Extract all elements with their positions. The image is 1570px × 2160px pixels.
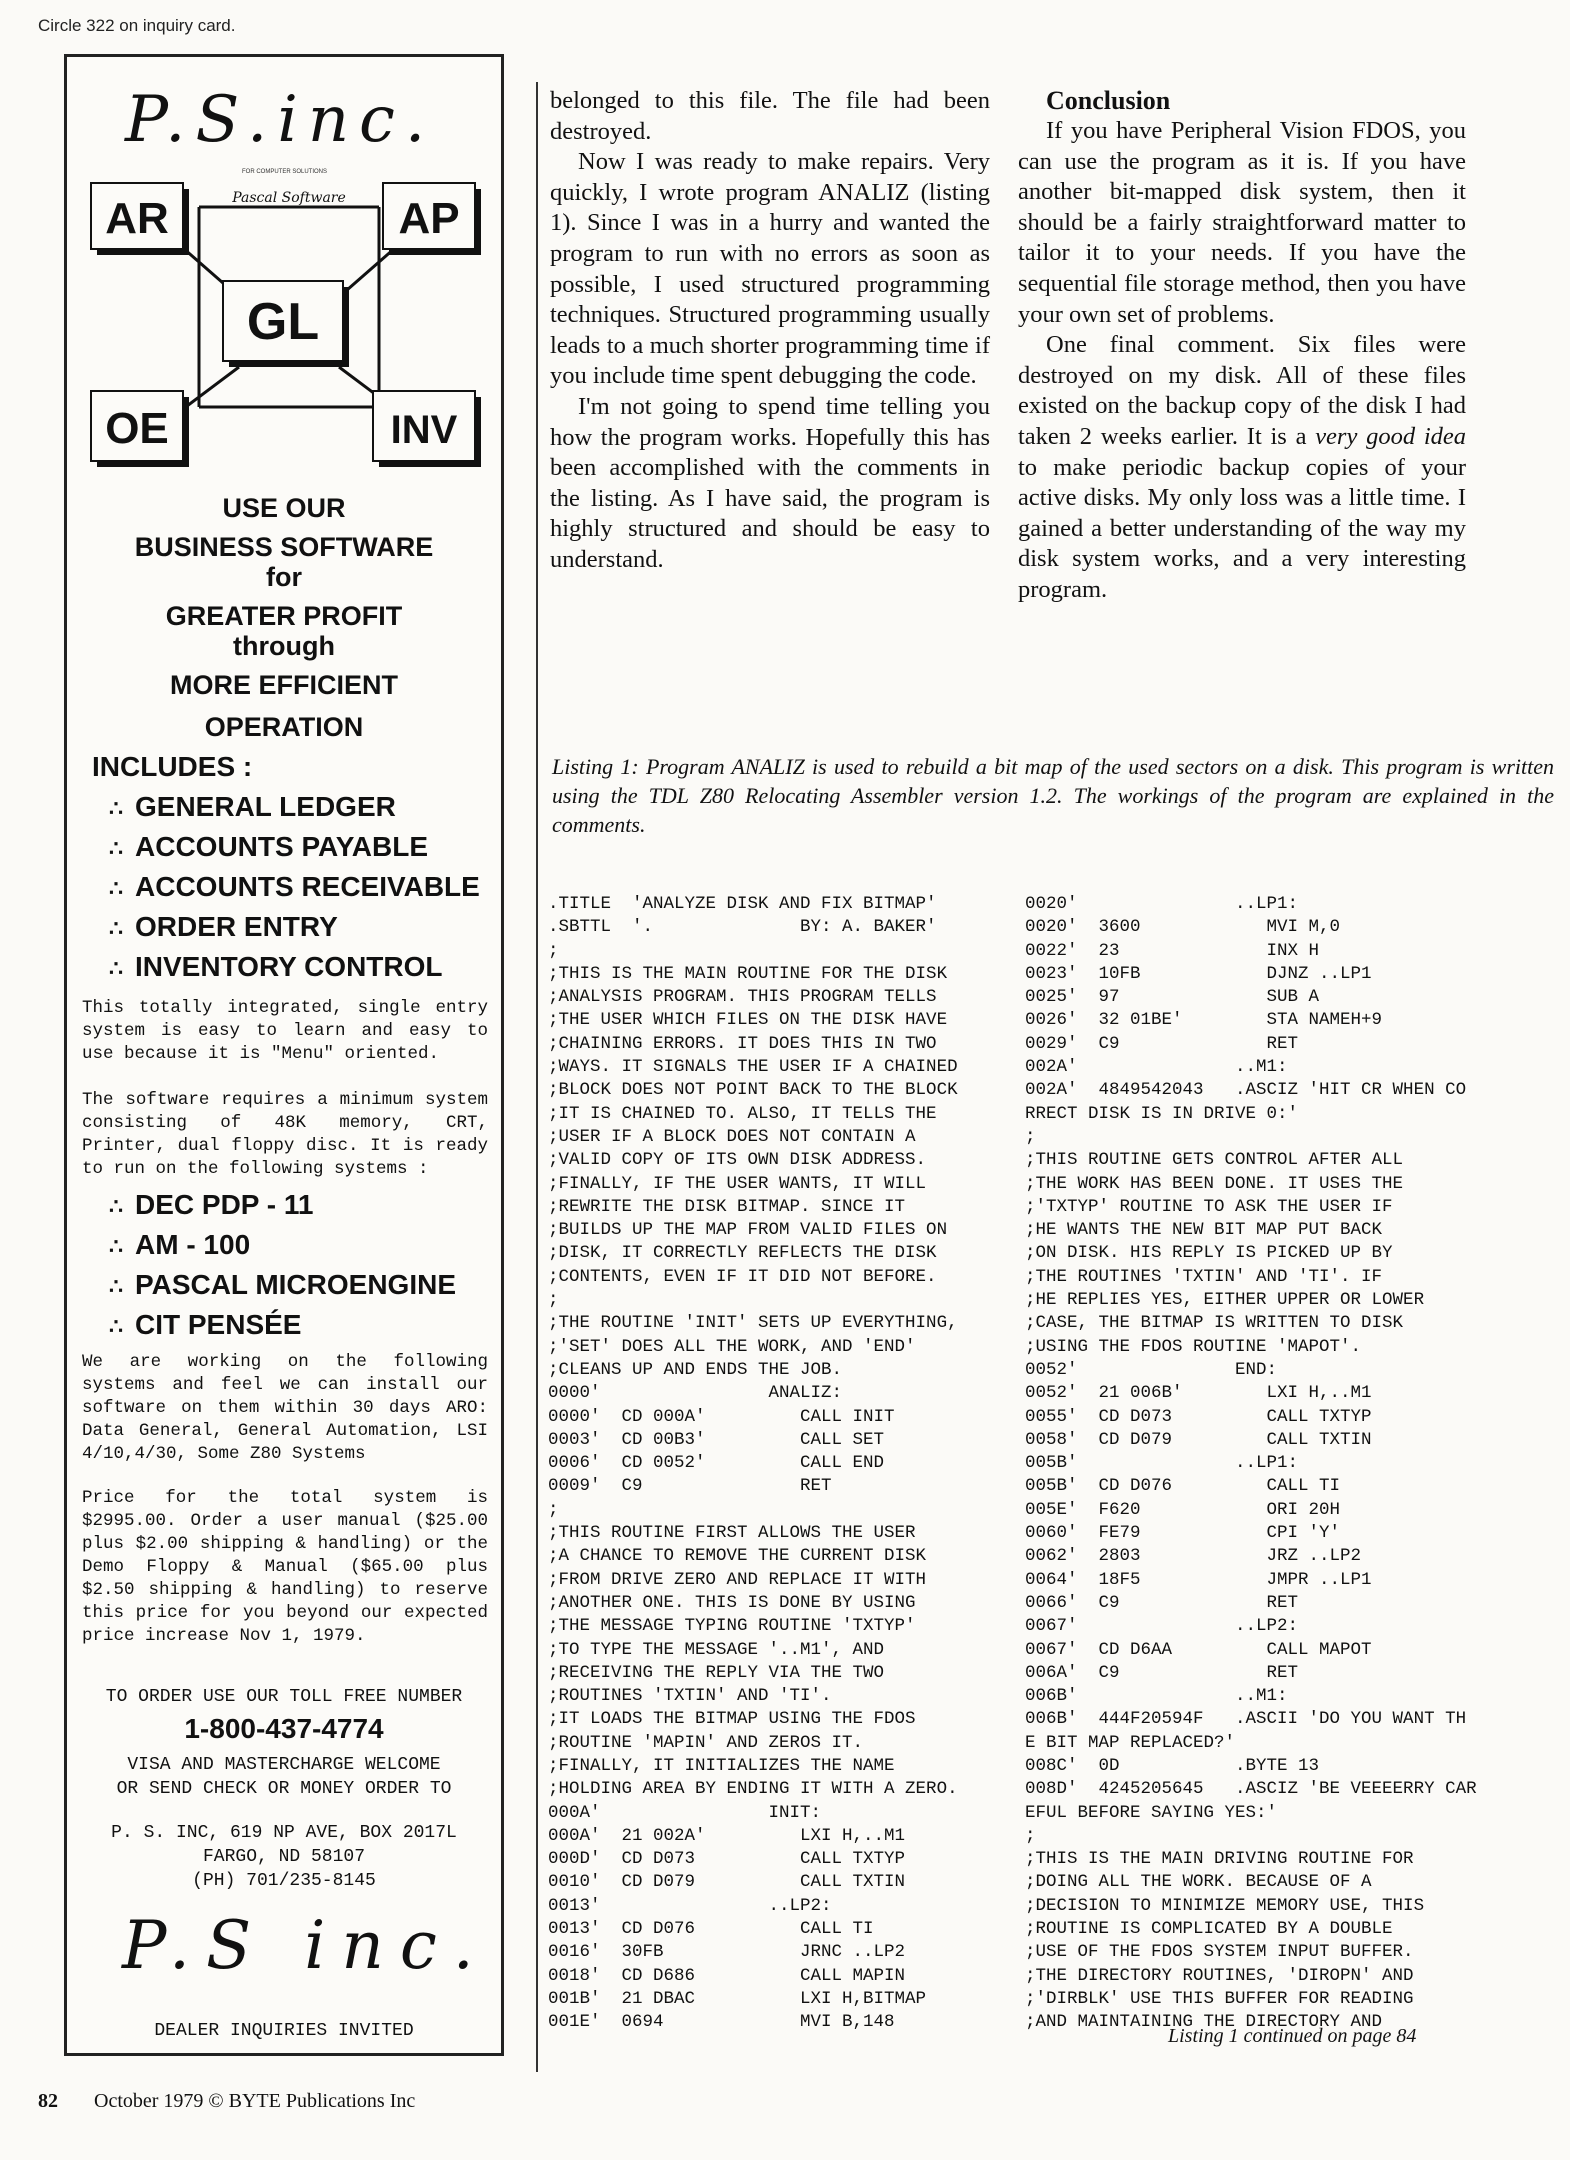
code-line: ;USING THE FDOS ROUTINE 'MAPOT'. [1025, 1336, 1362, 1357]
page-footer [38, 2090, 415, 2113]
code-line: 0058' CD D079 CALL TXTIN [1025, 1429, 1372, 1450]
system-item: ∴ DEC PDP - 11 [109, 1189, 314, 1220]
code-line: ;ON DISK. HIS REPLY IS PICKED UP BY [1025, 1243, 1393, 1264]
code-line: ;DISK, IT CORRECTLY REFLECTS THE DISK [548, 1243, 937, 1264]
code-listing-right [1025, 893, 1477, 2035]
code-line: ;CONTENTS, EVEN IF IT DID NOT BEFORE. [548, 1266, 937, 1287]
code-line: ;AND MAINTAINING THE DIRECTORY AND [1025, 2012, 1383, 2033]
dealer-inquiries: DEALER INQUIRIES INVITED [154, 2021, 414, 2041]
code-line: ;'SET' DOES ALL THE WORK, AND 'END' [548, 1336, 916, 1357]
column-divider [536, 82, 538, 2072]
code-line: ;HE WANTS THE NEW BIT MAP PUT BACK [1025, 1220, 1383, 1241]
code-line: 0003' CD 00B3' CALL SET [548, 1429, 885, 1450]
code-line: ;ANOTHER ONE. THIS IS DONE BY USING [548, 1592, 916, 1613]
code-line: ;FINALLY, IF THE USER WANTS, IT WILL [548, 1173, 927, 1194]
order-line: TO ORDER USE OUR TOLL FREE NUMBER [105, 1687, 463, 1707]
code-line: ; [548, 1290, 559, 1311]
code-line: ;FROM DRIVE ZERO AND REPLACE IT WITH [548, 1569, 927, 1590]
ps-inc-logo-bottom: P.S inc. [122, 1907, 490, 1984]
code-line: ;THE DIRECTORY ROUTINES, 'DIROPN' AND [1025, 1965, 1414, 1986]
includes-heading: INCLUDES : [92, 751, 253, 782]
code-line: 0010' CD D079 CALL TXTIN [548, 1872, 906, 1893]
ad-requirements: The software requires a minimum system consisting of 48K memory, CRT, Printer, dual floppy disc. It is ready to run on the following systems : [82, 1090, 488, 1179]
code-line: ;CHAINING ERRORS. IT DOES THIS IN TWO [548, 1033, 937, 1054]
code-line: 001E' 0694 MVI B,148 [548, 2012, 895, 2033]
code-line: ;REWRITE THE DISK BITMAP. SINCE IT [548, 1196, 906, 1217]
ps-inc-logo-top: P.S.inc. [125, 83, 436, 157]
code-line: ;'DIRBLK' USE THIS BUFFER FOR READING [1025, 1988, 1414, 2009]
ad-headline-6: MORE EFFICIENT [170, 670, 398, 700]
code-line: ;A CHANCE TO REMOVE THE CURRENT DISK [548, 1546, 927, 1567]
ad-headline-1: USE OUR [222, 493, 346, 523]
code-line: 000A' INIT: [548, 1802, 822, 1823]
code-line: 006A' C9 RET [1025, 1662, 1299, 1683]
code-line: ; [548, 940, 559, 961]
code-line: ;WAYS. IT SIGNALS THE USER IF A CHAINED [548, 1057, 958, 1078]
code-line: ; [1025, 1825, 1036, 1846]
listing-continued-note: Listing 1 continued on page 84 [1168, 2025, 1417, 2047]
code-line: ;ROUTINE 'MAPIN' AND ZEROS IT. [548, 1732, 864, 1753]
code-line: E BIT MAP REPLACED?' [1025, 1732, 1236, 1753]
address-line-2: FARGO, ND 58107 [202, 1847, 366, 1867]
code-line: ;HOLDING AREA BY ENDING IT WITH A ZERO. [548, 1779, 958, 1800]
code-line: 0023' 10FB DJNZ ..LP1 [1025, 963, 1372, 984]
code-line: 0052' 21 006B' LXI H,..M1 [1025, 1383, 1372, 1404]
code-line: ;BUILDS UP THE MAP FROM VALID FILES ON [548, 1220, 948, 1241]
code-line: ;THIS IS THE MAIN DRIVING ROUTINE FOR [1025, 1849, 1414, 1870]
code-line: 000A' 21 002A' LXI H,..M1 [548, 1825, 906, 1846]
code-line: 0029' C9 RET [1025, 1033, 1299, 1054]
code-line: .SBTTL '. BY: A. BAKER' [548, 917, 937, 938]
code-line: ;RECEIVING THE REPLY VIA THE TWO [548, 1662, 885, 1683]
ad-headline-2: BUSINESS SOFTWARE [134, 532, 434, 562]
code-line: 0067' CD D6AA CALL MAPOT [1025, 1639, 1372, 1660]
code-line: 0020' 3600 MVI M,0 [1025, 917, 1341, 938]
code-line: 0000' ANALIZ: [548, 1383, 843, 1404]
code-line: ; [1025, 1126, 1036, 1147]
code-line: ;CLEANS UP AND ENDS THE JOB. [548, 1359, 843, 1380]
code-line: ;HE REPLIES YES, EITHER UPPER OR LOWER [1025, 1290, 1425, 1311]
logo-script: Pascal Software [232, 190, 346, 206]
conclusion-heading: Conclusion [1046, 86, 1171, 115]
code-line: 0060' FE79 CPI 'Y' [1025, 1523, 1341, 1544]
code-line: .TITLE 'ANALYZE DISK AND FIX BITMAP' [548, 894, 937, 914]
code-line: 005B' CD D076 CALL TI [1025, 1476, 1341, 1497]
code-line: 0009' C9 RET [548, 1476, 832, 1497]
module-ap: AP [398, 194, 460, 243]
ad-headline-4: GREATER PROFIT [165, 601, 403, 631]
code-line: 0067' ..LP2: [1025, 1616, 1299, 1637]
article-paragraph: Now I was ready to make repairs. Very quickly, I wrote program ANALIZ (listing 1). Since I was in a hurry and wanted the program to run with no errors as soon as possible, I used structured programming techniques. Structured programming usually leads to a much shorter programming time if you include time spent debugging the code. [550, 148, 990, 390]
code-line: 000D' CD D073 CALL TXTYP [548, 1849, 906, 1870]
code-line: ;IT LOADS THE BITMAP USING THE FDOS [548, 1709, 916, 1730]
code-line: EFUL BEFORE SAYING YES:' [1025, 1802, 1278, 1823]
ad-headline-3: for [266, 562, 302, 592]
code-line: ;VALID COPY OF ITS OWN DISK ADDRESS. [548, 1150, 927, 1171]
payment-line-2: OR SEND CHECK OR MONEY ORDER TO [116, 1779, 452, 1799]
code-line: ;THE ROUTINE 'INIT' SETS UP EVERYTHING, [548, 1313, 958, 1334]
logo-tagline: FOR COMPUTER SOLUTIONS [242, 169, 328, 175]
page-number: 82 [38, 2090, 58, 2112]
code-line: 006B' ..M1: [1025, 1686, 1288, 1707]
listing-caption: Listing 1: Program ANALIZ is used to rebuild a bit map of the used sectors on a disk. This program is written using the TDL Z80 Relocating Assembler version 1.2. The workings of the program are explained in the comments. [552, 754, 1554, 837]
article-paragraph: I'm not going to spend time telling you how the program works. Hopefully this has been accomplished with the comments in the listing. As I have said, the program is highly structured and should be easy to understand. [550, 392, 990, 573]
code-line: ;USER IF A BLOCK DOES NOT CONTAIN A [548, 1126, 916, 1147]
ad-headline-5: through [233, 631, 335, 661]
code-line: ;ROUTINES 'TXTIN' AND 'TI'. [548, 1686, 832, 1707]
code-line: ; [548, 1499, 559, 1520]
code-line: 0013' ..LP2: [548, 1895, 832, 1916]
code-line: 0055' CD D073 CALL TXTYP [1025, 1406, 1372, 1427]
code-line: ;USE OF THE FDOS SYSTEM INPUT BUFFER. [1025, 1942, 1414, 1963]
system-item: ∴ AM - 100 [109, 1229, 251, 1260]
systems-list [109, 1185, 456, 1345]
code-line: 0022' 23 INX H [1025, 940, 1320, 961]
code-line: ;DOING ALL THE WORK. BECAUSE OF A [1025, 1872, 1372, 1893]
module-item: ∴ ORDER ENTRY [109, 911, 338, 942]
code-line: ;TO TYPE THE MESSAGE '..M1', AND [548, 1639, 885, 1660]
code-line: 0016' 30FB JRNC ..LP2 [548, 1942, 906, 1963]
code-line: ;ROUTINE IS COMPLICATED BY A DOUBLE [1025, 1919, 1393, 1940]
code-line: ;DECISION TO MINIMIZE MEMORY USE, THIS [1025, 1895, 1425, 1916]
article-paragraph: If you have Peripheral Vision FDOS, you can use the program as it is. If you have another bit-mapped disk system, then it should be a fairly straightforward matter to tailor it to your needs. If you have the sequential file storage method, then you have your own set of problems. [1018, 117, 1466, 328]
article-paragraph: belonged to this file. The file had been destroyed. [550, 87, 990, 145]
module-item: ∴ ACCOUNTS PAYABLE [109, 831, 429, 862]
code-line: 0013' CD D076 CALL TI [548, 1919, 874, 1940]
code-line: 0066' C9 RET [1025, 1592, 1299, 1613]
code-line: 008C' 0D .BYTE 13 [1025, 1755, 1320, 1776]
issue-credit: October 1979 © BYTE Publications Inc [94, 2090, 416, 2112]
code-line: ;ANALYSIS PROGRAM. THIS PROGRAM TELLS [548, 987, 937, 1008]
code-line: 001B' 21 DBAC LXI H,BITMAP [548, 1988, 927, 2009]
software-modules-diagram [89, 167, 489, 507]
code-line: ;THIS ROUTINE FIRST ALLOWS THE USER [548, 1523, 916, 1544]
code-line: ;THIS ROUTINE GETS CONTROL AFTER ALL [1025, 1150, 1404, 1171]
code-line: 0006' CD 0052' CALL END [548, 1453, 885, 1474]
code-line: 005B' ..LP1: [1025, 1453, 1299, 1474]
code-line: 0025' 97 SUB A [1025, 987, 1320, 1008]
module-ar: AR [105, 194, 169, 243]
article-column-2 [1018, 86, 1466, 606]
code-line: ;THE MESSAGE TYPING ROUTINE 'TXTYP' [548, 1616, 916, 1637]
code-line: RRECT DISK IS IN DRIVE 0:' [1025, 1103, 1299, 1124]
module-list [109, 787, 480, 987]
system-item: ∴ PASCAL MICROENGINE [109, 1269, 456, 1300]
ps-inc-advertisement [64, 54, 504, 2056]
code-line: ;THE USER WHICH FILES ON THE DISK HAVE [548, 1010, 948, 1031]
toll-free-number[interactable]: 1-800-437-4774 [184, 1713, 384, 1744]
ad-description: This totally integrated, single entry system is easy to learn and easy to use because it is "Menu" oriented. [82, 998, 488, 1064]
code-line: 0052' END: [1025, 1359, 1278, 1380]
code-line: 005E' F620 ORI 20H [1025, 1499, 1341, 1520]
article-paragraph: One final comment. Six files were destroyed on my disk. All of these files existed on the backup copy of the disk I had taken 2 weeks earlier. It is a very good idea to make periodic backup copies of your active disks. My only loss was a little time. I gained a better understanding of the way my disk system works, and a very interesting program. [1018, 331, 1466, 603]
address-line-1: P. S. INC, 619 NP AVE, BOX 2017L [111, 1823, 457, 1843]
module-inv: INV [390, 408, 458, 452]
code-line: 0018' CD D686 CALL MAPIN [548, 1965, 906, 1986]
module-item: ∴ GENERAL LEDGER [109, 791, 396, 822]
address-line-3: (PH) 701/235-8145 [192, 1871, 376, 1891]
code-line: 0020' ..LP1: [1025, 894, 1299, 914]
code-line: 002A' ..M1: [1025, 1057, 1288, 1078]
code-line: ;'TXTYP' ROUTINE TO ASK THE USER IF [1025, 1196, 1393, 1217]
code-line: 002A' 4849542043 .ASCIZ 'HIT CR WHEN CO [1025, 1080, 1467, 1101]
module-oe: OE [105, 404, 169, 453]
code-line: 008D' 4245205645 .ASCIZ 'BE VEEEERRY CAR [1025, 1779, 1477, 1800]
system-item: ∴ CIT PENSÉE [109, 1309, 302, 1340]
module-gl: GL [246, 293, 320, 351]
code-line: ;THE ROUTINES 'TXTIN' AND 'TI'. IF [1025, 1266, 1383, 1287]
code-line: 0062' 2803 JRZ ..LP2 [1025, 1546, 1362, 1567]
code-line: 006B' 444F20594F .ASCII 'DO YOU WANT TH [1025, 1709, 1467, 1730]
code-line: ;IT IS CHAINED TO. ALSO, IT TELLS THE [548, 1103, 937, 1124]
code-line: 0000' CD 000A' CALL INIT [548, 1406, 895, 1427]
code-line: ;THE WORK HAS BEEN DONE. IT USES THE [1025, 1173, 1404, 1194]
code-line: ;BLOCK DOES NOT POINT BACK TO THE BLOCK [548, 1080, 958, 1101]
code-line: 0064' 18F5 JMPR ..LP1 [1025, 1569, 1372, 1590]
module-item: ∴ INVENTORY CONTROL [109, 951, 443, 982]
ad-pricing: Price for the total system is $2995.00. Order a user manual ($25.00 plus $2.00 shipping & handling) or the Demo Floppy & Manual ($65.00 plus $2.50 shipping & handling) to reserve this price for you beyond our expected price increase Nov 1, 1979. [82, 1488, 488, 1646]
code-line: 0026' 32 01BE' STA NAMEH+9 [1025, 1010, 1383, 1031]
module-item: ∴ ACCOUNTS RECEIVABLE [109, 871, 480, 902]
code-listing-left [548, 893, 958, 2035]
code-line: ;CASE, THE BITMAP IS WRITTEN TO DISK [1025, 1313, 1404, 1334]
inquiry-note: Circle 322 on inquiry card. [38, 16, 236, 35]
ad-future-systems: We are working on the following systems and feel we can install our software on them within 30 days ARO: Data General, General Automation, LSI 4/10,4/30, Some Z80 Systems [82, 1352, 488, 1464]
ad-headline-7: OPERATION [204, 712, 364, 742]
code-line: ;THIS IS THE MAIN ROUTINE FOR THE DISK [548, 963, 948, 984]
code-line: ;FINALLY, IT INITIALIZES THE NAME [548, 1755, 895, 1776]
payment-line-1: VISA AND MASTERCHARGE WELCOME [127, 1755, 441, 1775]
article-column-1 [550, 86, 990, 576]
